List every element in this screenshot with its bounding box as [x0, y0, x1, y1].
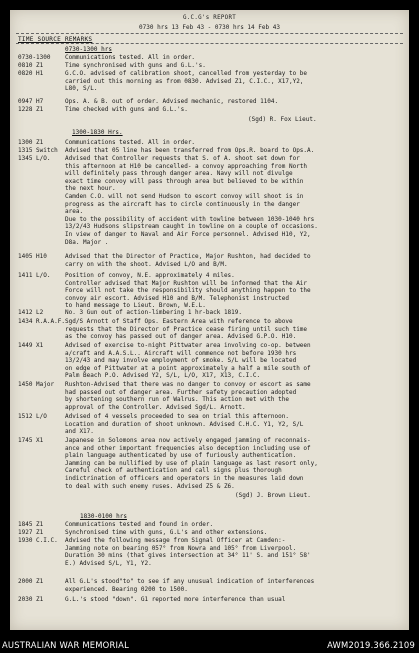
entry-time: 0820 H1	[18, 70, 44, 77]
column-headings: TIME SOURCE REMARKS	[18, 36, 93, 43]
entry-time: 1412 L2	[18, 309, 44, 316]
entry-text: Communications tested and found in order.	[65, 521, 214, 528]
archive-reference: AWM2019.366.2109	[327, 640, 415, 650]
entry-text: Communications tested. All in order.	[65, 139, 196, 146]
period-heading: 0730-1300 hrs	[65, 46, 112, 53]
log-entry	[18, 342, 399, 380]
log-entry	[18, 437, 399, 490]
log-entry	[18, 521, 399, 529]
entry-text: No. 3 Gun out of action-limbering 1 hr-back 1819.	[65, 309, 243, 316]
log-entry	[18, 309, 399, 317]
entry-time: 1927 Z1	[18, 529, 44, 536]
entry-time: 0730-1300	[18, 54, 51, 61]
entry-text: Advised of exercise to-night Pittwater area involving co-op. between a/craft and A.A.S.L.. Aircraft will commence not before 1930 hrs 13/2/43 and may involve employment of smoke. S/L will be located on edge of Pittwater at a point approximately a half a mile south of Palm Beach P.O. Advised Y2, S/L, L/O, X17, X13, C.I.C.	[65, 342, 311, 380]
column-rule	[16, 43, 403, 44]
entry-time: 1449 X1	[18, 342, 44, 349]
entry-time: 1411 L/O.	[18, 272, 51, 279]
entry-text: Communications tested. All in order.	[65, 54, 196, 61]
entry-time: 2030 Z1	[18, 596, 44, 603]
entry-time: 1845 Z1	[18, 521, 44, 528]
entry-text: Time checked with guns and G.L.'s.	[65, 106, 188, 113]
entry-text: Synchronised time with guns, G.L's and other extensions.	[65, 529, 268, 536]
officer-signature: (Sgd) J. Brown Lieut.	[235, 492, 311, 499]
entry-text: Advised that 05 line has been transferred from Ops.R. board to Ops.A.	[65, 147, 315, 154]
entry-time: 1345 L/O.	[18, 155, 51, 162]
log-entry	[18, 139, 399, 147]
entry-text: Sgd/S Arnott of Staff Ops. Eastern Area with reference to above requests that the Director of Practice cease firing until such time as the convoy has passed out of danger area. Advised G.P.O. H10.	[65, 318, 308, 341]
log-entry	[18, 54, 399, 62]
log-entry	[18, 318, 399, 341]
entry-time: 1405 H10	[18, 253, 47, 260]
archive-caption: AUSTRALIAN WAR MEMORIAL	[2, 640, 129, 650]
report-period: 0730 hrs 13 Feb 43 - 0730 hrs 14 Feb 43	[139, 24, 280, 31]
report-title: G.C.G's REPORT	[182, 15, 237, 21]
entry-text: G.L.'s stood "down". G1 reported more interference than usual	[65, 596, 286, 603]
entry-text: Rushton-Advised that there was no danger to convoy or escort as same had passed out of danger area. Further safety precaution adopted by shortening southern run of Walrus. This action met with the approval of the Controller. Advised Sgd/L. Arnott.	[65, 381, 311, 411]
log-entry	[18, 537, 399, 567]
log-entry	[18, 381, 399, 411]
entry-text: Advised the following message from Signal Officer at Camden:- Jamming note on bearing 057° from Nowra and 105° from Liverpool. Duration 30 mins (that gives intersection at 34° 11' S. and 151° 58' E.) Advised S/L, Y1, Y2.	[65, 537, 311, 567]
header-rule	[16, 33, 403, 34]
entry-text: Japanese in Solomons area now actively engaged jamming of reconnais- ance and other important frequencies also deception including use of plain language authenticated by use of furiously authentication. Jamming can be nullified by use of plain language as last resort only, Careful check of authentication and call signs plus thorough indictrination of officers and operators in the measures laid down to deal with such enemy ruses. Advised Z5 & Z6.	[65, 437, 318, 490]
entry-time: 1300 Z1	[18, 139, 44, 146]
entry-text: Time synchronised with guns and G.L.'s.	[65, 62, 206, 69]
log-entry	[18, 529, 399, 537]
log-entry	[18, 272, 399, 310]
report-page	[10, 10, 409, 630]
entry-time: 1315 Switch	[18, 147, 58, 154]
log-entry	[18, 62, 399, 70]
log-entry	[18, 147, 399, 155]
entry-text: Advised that Controller requests that S. of A. shoot set down for this afternoon at H10 be cancelled- a convoy approaching from North will definitely pass through danger area. Navy will not divulge exact time convoy will pass through area but believed to be within the next hour. Camden C.O. will not send Hudson to escort convoy will shoot is in progress as the aircraft has to circle continuously in the danger area. Due to the possibility of accident with towline between 1030-1040 hrs 13/2/43 Hudsons slipstream caught in towline on a couple of occasions. In view of danger to Naval and Air Force personnel. Advised H10, Y2, D8a. Major .	[65, 155, 318, 246]
entry-time: 2000 Z1	[18, 578, 44, 585]
log-entry	[18, 70, 399, 93]
entry-time: 1450 Major	[18, 381, 55, 388]
entry-text: Advised of 4 vessels proceeded to sea on trial this afternoon. Location and duration of shoot unknown. Advised C.H.C. Y1, Y2, S/L and X17.	[65, 413, 304, 436]
entry-time: 1434 R.A.A.F.	[18, 318, 65, 325]
entry-text: Position of convoy, N.E. approximately 4 miles. Controller advised that Major Rushton will be informed that the Air Force will not take the responsibility should anything happen to the convoy air escort. Advised H10 and B/M. Telephonist instructed to hand message to Lieut. Brown, W.E.L.	[65, 272, 311, 310]
log-entry	[18, 155, 399, 246]
period-heading: 1830-0100 hrs	[80, 513, 127, 520]
entry-time: 1512 L/O	[18, 413, 47, 420]
officer-signature: (Sgd) R. Fox Lieut.	[248, 116, 317, 123]
entry-text: G.C.O. advised of calibration shoot, cancelled from yesterday to be carried out this morning as from 0830. Advised Z1, C.I.C., X17,Y2, L80, S/L.	[65, 70, 308, 93]
entry-time: 1930 C.I.C.	[18, 537, 58, 544]
log-entry	[18, 578, 399, 593]
entry-time: 1745 X1	[18, 437, 44, 444]
entry-time: 0810 Z1	[18, 62, 44, 69]
entry-text: All G.L's stood"to" to see if any unusual indication of interferences experienced. Bearing 0200 to 1500.	[65, 578, 315, 593]
entry-time: 1228 Z1	[18, 106, 44, 113]
log-entry	[18, 106, 399, 114]
log-entry	[18, 596, 399, 604]
entry-text: Advised that the Director of Practice, Major Rushton, had decided to carry on with the shoot. Advised L/O and B/M.	[65, 253, 311, 268]
entry-time: 0947 H7	[18, 98, 44, 105]
log-entry	[18, 253, 399, 268]
log-entry	[18, 413, 399, 436]
log-entry	[18, 98, 399, 106]
period-heading: 1300-1830 Hrs.	[72, 129, 123, 136]
entry-text: Ops. A. & B. out of order. Advised mechanic, restored 1104.	[65, 98, 279, 105]
